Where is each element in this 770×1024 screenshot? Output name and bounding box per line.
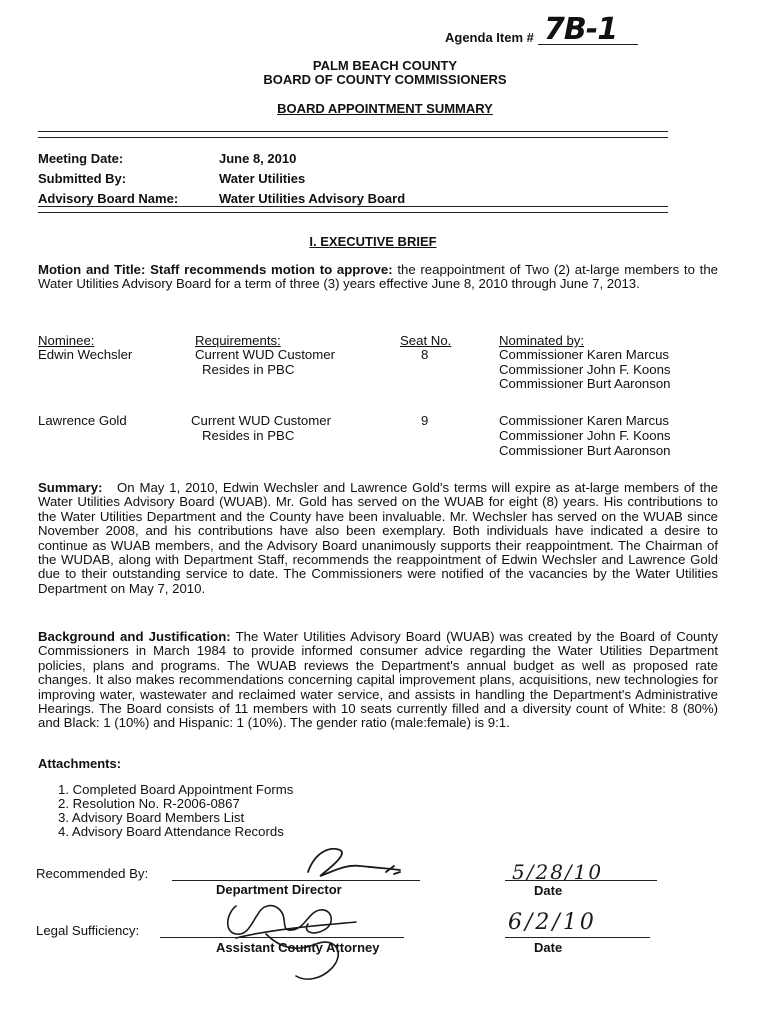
- legal-date-line: [505, 937, 650, 938]
- list-item: 2. Resolution No. R-2006-0867: [58, 796, 240, 811]
- summary-label: Summary:: [38, 480, 103, 495]
- meeting-date-label: Meeting Date:: [38, 151, 124, 166]
- seat-number: 8: [421, 347, 429, 362]
- agenda-underline: [538, 44, 638, 45]
- requirement-1: Current WUD Customer: [195, 347, 335, 362]
- list-item: 4. Advisory Board Attendance Records: [58, 824, 284, 839]
- requirement-1: Current WUD Customer: [191, 413, 331, 428]
- agenda-item-label: Agenda Item #: [445, 30, 534, 45]
- background-text: The Water Utilities Advisory Board (WUAB) was created by the Board of County Commissioners in March 1984 to provide informed consumer advice regarding the Water Utilities Department policies, plans and programs. The WUAB reviews the Department's annual budget as well as proposed rate changes. It also makes recommendations concerning capital improvement plans, acquisitions, new technologies for improving water, wastewater and reclaimed water service, and assists in handling the Department's Administrative Hearings. The Board consists of 11 members with 10 seats currently filled and a diversity count of White: 8 (80%) and Black: 1 (10%) and Hispanic: 1 (10%). The gender ratio (male:female) is 9:1.: [38, 629, 718, 731]
- requirement-2: Resides in PBC: [202, 362, 295, 377]
- summary-text: On May 1, 2010, Edwin Wechsler and Lawrence Gold's terms will expire as at-large members of the Water Utilities Advisory Board (WUAB). Mr. Gold has served on the WUAB for eight (8) years. His contributions to the Water Utilities Department and the County have been invaluable. Mr. Wechsler has served on the WUAB since November 2008, and his contributions have also been exemplary. Both individuals have indicated a desire to continue as WUAB members, and the Advisory Board unanimously supports their reappointment. The Chairman of the WUDAB, along with Department Staff, recommends the reappointment of Edwin Wechsler and Lawrence Gold due to their outstanding service to date. The Commissioners were notified of the vacancies by the Water Utilities Department on May 7, 2010.: [38, 480, 719, 596]
- nominee-header: Nominee:: [38, 333, 95, 348]
- submitted-by-label: Submitted By:: [38, 171, 127, 186]
- nominee-name: Lawrence Gold: [38, 413, 127, 428]
- list-item: 1. Completed Board Appointment Forms: [58, 782, 294, 797]
- summary-paragraph: [38, 481, 718, 596]
- background-paragraph: [38, 630, 718, 731]
- attorney-signature-icon: [196, 884, 386, 984]
- director-signature-icon: [290, 842, 430, 886]
- motion-label: Motion and Title: Staff recommends motion to approve:: [38, 262, 393, 277]
- motion-paragraph: [38, 263, 718, 292]
- nominated-by-header: Nominated by:: [499, 333, 585, 348]
- background-label: Background and Justification:: [38, 629, 231, 644]
- attachments-label: Attachments:: [38, 756, 122, 771]
- meeting-date-value: June 8, 2010: [219, 151, 297, 166]
- list-item: 3. Advisory Board Members List: [58, 810, 245, 825]
- seat-number: 9: [421, 413, 429, 428]
- recommended-title: Department Director: [216, 882, 342, 897]
- legal-title: Assistant County Attorney: [216, 940, 380, 955]
- advisory-board-value: Water Utilities Advisory Board: [219, 191, 406, 206]
- requirements-header: Requirements:: [195, 333, 281, 348]
- section-title: I. EXECUTIVE BRIEF: [309, 234, 437, 249]
- recommended-handwritten-date: 5/28/10: [512, 860, 604, 884]
- motion-text: the reappointment of Two (2) at-large members to the Water Utilities Advisory Board for a term of three (3) years effective June 8, 2010 through June 7, 2013.: [38, 262, 718, 292]
- agenda-item-number: 7B-1: [544, 12, 618, 47]
- recommended-date-label: Date: [534, 883, 563, 898]
- seat-header: Seat No.: [400, 333, 452, 348]
- legal-sufficiency-label: Legal Sufficiency:: [36, 923, 140, 938]
- legal-handwritten-date: 6/2/10: [508, 910, 597, 935]
- nominated-by-3: Commissioner Burt Aaronson: [499, 443, 671, 458]
- advisory-board-label: Advisory Board Name:: [38, 191, 179, 206]
- requirement-2: Resides in PBC: [202, 428, 295, 443]
- recommended-by-label: Recommended By:: [36, 866, 149, 881]
- page-title: BOARD APPOINTMENT SUMMARY: [277, 101, 493, 116]
- nominated-by-2: Commissioner John F. Koons: [499, 428, 671, 443]
- county-title: PALM BEACH COUNTY: [312, 58, 458, 73]
- legal-date-label: Date: [534, 940, 563, 955]
- board-title: BOARD OF COUNTY COMMISSIONERS: [263, 72, 507, 87]
- nominated-by-1: Commissioner Karen Marcus: [499, 413, 670, 428]
- double-rule-bottom: [38, 206, 668, 213]
- nominated-by-2: Commissioner John F. Koons: [499, 362, 671, 377]
- double-rule-top: [38, 131, 668, 138]
- nominated-by-1: Commissioner Karen Marcus: [499, 347, 670, 362]
- nominee-name: Edwin Wechsler: [38, 347, 133, 362]
- nominated-by-3: Commissioner Burt Aaronson: [499, 376, 671, 391]
- submitted-by-value: Water Utilities: [219, 171, 306, 186]
